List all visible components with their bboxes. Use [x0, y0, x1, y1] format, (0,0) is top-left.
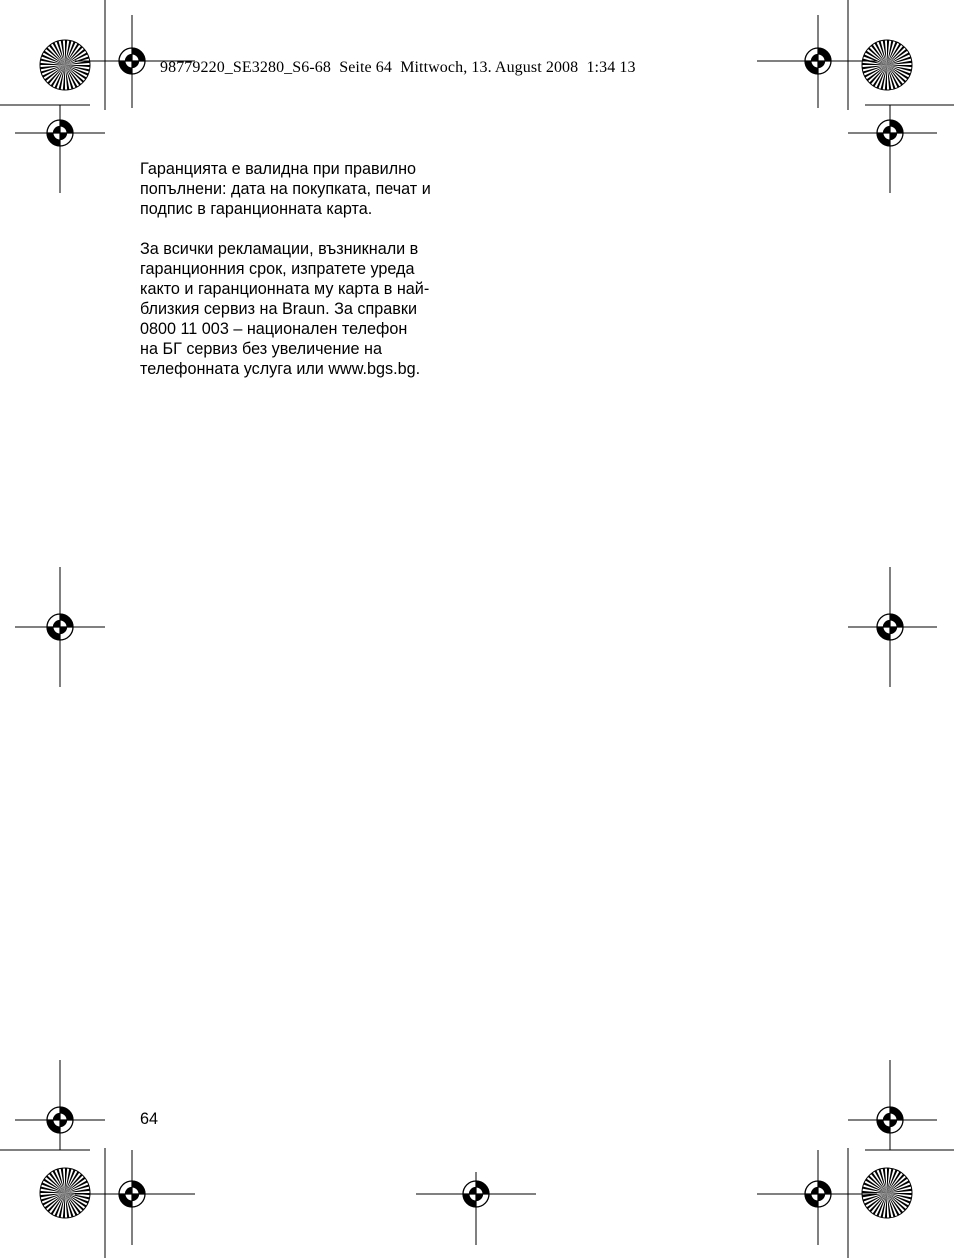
- text-line: 0800 11 003 – национален телефон: [140, 320, 408, 338]
- text-line: попълнени: дата на покупката, печат и: [140, 180, 431, 198]
- registration-crosshair-icon: [119, 48, 145, 74]
- text-line: За всички рекламации, възникнали в: [140, 240, 419, 258]
- text-line: телефонната услуга или www.bgs.bg.: [140, 360, 421, 378]
- radial-star-target-icon: [40, 40, 90, 90]
- text-line: гаранционния срок, изпратете уреда: [140, 260, 415, 278]
- text-line: близкия сервиз на Braun. За справки: [140, 300, 417, 318]
- text-line: както и гаранционната му карта в най-: [140, 280, 430, 298]
- radial-star-target-icon: [40, 1168, 90, 1218]
- registration-crosshair-icon: [47, 1107, 73, 1133]
- registration-crosshair-icon: [463, 1181, 489, 1207]
- page-number: 64: [140, 1110, 159, 1128]
- warranty-text-block: [140, 159, 480, 399]
- registration-crosshair-icon: [877, 1107, 903, 1133]
- registration-crosshair-icon: [877, 120, 903, 146]
- print-slug-line: 98779220_SE3280_S6-68 Seite 64 Mittwoch, 13. August 2008 1:34 13: [160, 59, 636, 76]
- text-line: подпис в гаранционната карта.: [140, 200, 373, 218]
- registration-crosshair-icon: [805, 48, 831, 74]
- radial-star-target-icon: [862, 40, 912, 90]
- text-line: Гаранцията е валидна при правилно: [140, 160, 417, 178]
- radial-star-target-icon: [862, 1168, 912, 1218]
- registration-crosshair-icon: [47, 614, 73, 640]
- warranty-paragraph-2: [140, 239, 480, 379]
- warranty-paragraph-1: [140, 159, 480, 219]
- registration-crosshair-icon: [877, 614, 903, 640]
- registration-crosshair-icon: [119, 1181, 145, 1207]
- registration-crosshair-icon: [805, 1181, 831, 1207]
- registration-crosshair-icon: [47, 120, 73, 146]
- text-line: на БГ сервиз без увеличение на: [140, 340, 382, 358]
